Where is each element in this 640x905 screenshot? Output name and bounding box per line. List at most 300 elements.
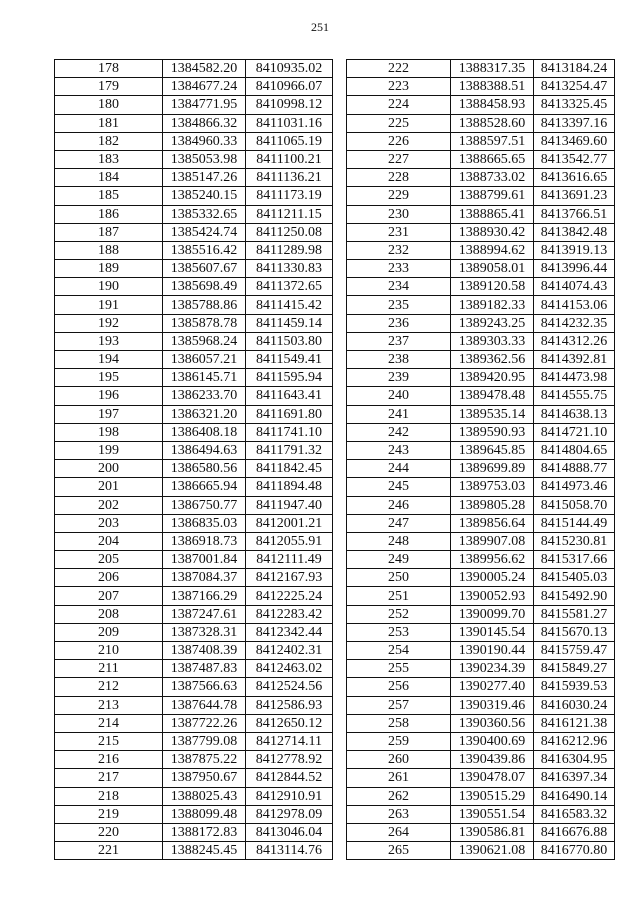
y-coordinate-cell: 8416490.14 bbox=[534, 787, 615, 805]
y-coordinate-cell: 8412283.42 bbox=[246, 605, 333, 623]
y-coordinate-cell: 8412524.56 bbox=[246, 678, 333, 696]
point-number-cell: 223 bbox=[347, 78, 451, 96]
point-number-cell: 203 bbox=[55, 514, 163, 532]
y-coordinate-cell: 8413046.04 bbox=[246, 823, 333, 841]
point-number-cell: 180 bbox=[55, 96, 163, 114]
table-row bbox=[347, 660, 615, 678]
table-row bbox=[347, 605, 615, 623]
coordinates-table-left bbox=[54, 59, 333, 860]
point-number-cell: 226 bbox=[347, 132, 451, 150]
x-coordinate-cell: 1390319.46 bbox=[451, 696, 534, 714]
y-coordinate-cell: 8411250.08 bbox=[246, 223, 333, 241]
y-coordinate-cell: 8411415.42 bbox=[246, 296, 333, 314]
y-coordinate-cell: 8410998.12 bbox=[246, 96, 333, 114]
point-number-cell: 249 bbox=[347, 551, 451, 569]
point-number-cell: 187 bbox=[55, 223, 163, 241]
table-row bbox=[347, 369, 615, 387]
table-row bbox=[55, 260, 333, 278]
y-coordinate-cell: 8413842.48 bbox=[534, 223, 615, 241]
point-number-cell: 243 bbox=[347, 441, 451, 459]
table-row bbox=[55, 441, 333, 459]
point-number-cell: 251 bbox=[347, 587, 451, 605]
point-number-cell: 184 bbox=[55, 169, 163, 187]
table-row bbox=[347, 623, 615, 641]
y-coordinate-cell: 8411791.32 bbox=[246, 441, 333, 459]
y-coordinate-cell: 8413766.51 bbox=[534, 205, 615, 223]
y-coordinate-cell: 8411503.80 bbox=[246, 332, 333, 350]
y-coordinate-cell: 8413996.44 bbox=[534, 260, 615, 278]
table-row bbox=[55, 314, 333, 332]
table-row bbox=[347, 569, 615, 587]
table-row bbox=[55, 405, 333, 423]
table-row bbox=[347, 332, 615, 350]
y-coordinate-cell: 8411947.40 bbox=[246, 496, 333, 514]
y-coordinate-cell: 8412844.52 bbox=[246, 769, 333, 787]
point-number-cell: 240 bbox=[347, 387, 451, 405]
table-row bbox=[347, 187, 615, 205]
y-coordinate-cell: 8411595.94 bbox=[246, 369, 333, 387]
table-row bbox=[55, 823, 333, 841]
point-number-cell: 233 bbox=[347, 260, 451, 278]
point-number-cell: 229 bbox=[347, 187, 451, 205]
table-row bbox=[55, 714, 333, 732]
y-coordinate-cell: 8412225.24 bbox=[246, 587, 333, 605]
y-coordinate-cell: 8412463.02 bbox=[246, 660, 333, 678]
table-row bbox=[347, 405, 615, 423]
y-coordinate-cell: 8411211.15 bbox=[246, 205, 333, 223]
x-coordinate-cell: 1388458.93 bbox=[451, 96, 534, 114]
y-coordinate-cell: 8411372.65 bbox=[246, 278, 333, 296]
x-coordinate-cell: 1386918.73 bbox=[163, 532, 246, 550]
table-row bbox=[55, 387, 333, 405]
x-coordinate-cell: 1390190.44 bbox=[451, 642, 534, 660]
x-coordinate-cell: 1384866.32 bbox=[163, 114, 246, 132]
table-row bbox=[347, 387, 615, 405]
x-coordinate-cell: 1388930.42 bbox=[451, 223, 534, 241]
y-coordinate-cell: 8414312.26 bbox=[534, 332, 615, 350]
table-row bbox=[347, 823, 615, 841]
x-coordinate-cell: 1387722.26 bbox=[163, 714, 246, 732]
x-coordinate-cell: 1390551.54 bbox=[451, 805, 534, 823]
y-coordinate-cell: 8414638.13 bbox=[534, 405, 615, 423]
y-coordinate-cell: 8412910.91 bbox=[246, 787, 333, 805]
y-coordinate-cell: 8411173.19 bbox=[246, 187, 333, 205]
table-row bbox=[347, 296, 615, 314]
point-number-cell: 234 bbox=[347, 278, 451, 296]
table-row bbox=[55, 278, 333, 296]
x-coordinate-cell: 1386057.21 bbox=[163, 351, 246, 369]
x-coordinate-cell: 1389478.48 bbox=[451, 387, 534, 405]
table-row bbox=[55, 296, 333, 314]
y-coordinate-cell: 8412402.31 bbox=[246, 642, 333, 660]
y-coordinate-cell: 8415492.90 bbox=[534, 587, 615, 605]
point-number-cell: 217 bbox=[55, 769, 163, 787]
y-coordinate-cell: 8413114.76 bbox=[246, 842, 333, 860]
point-number-cell: 192 bbox=[55, 314, 163, 332]
x-coordinate-cell: 1389120.58 bbox=[451, 278, 534, 296]
point-number-cell: 204 bbox=[55, 532, 163, 550]
point-number-cell: 241 bbox=[347, 405, 451, 423]
x-coordinate-cell: 1389590.93 bbox=[451, 423, 534, 441]
x-coordinate-cell: 1388665.65 bbox=[451, 150, 534, 168]
y-coordinate-cell: 8412167.93 bbox=[246, 569, 333, 587]
table-row bbox=[347, 150, 615, 168]
table-row bbox=[347, 114, 615, 132]
x-coordinate-cell: 1390586.81 bbox=[451, 823, 534, 841]
point-number-cell: 212 bbox=[55, 678, 163, 696]
point-number-cell: 199 bbox=[55, 441, 163, 459]
point-number-cell: 250 bbox=[347, 569, 451, 587]
y-coordinate-cell: 8415058.70 bbox=[534, 496, 615, 514]
x-coordinate-cell: 1389243.25 bbox=[451, 314, 534, 332]
table-row bbox=[55, 787, 333, 805]
table-row bbox=[55, 205, 333, 223]
x-coordinate-cell: 1389420.95 bbox=[451, 369, 534, 387]
x-coordinate-cell: 1386145.71 bbox=[163, 369, 246, 387]
x-coordinate-cell: 1387328.31 bbox=[163, 623, 246, 641]
point-number-cell: 244 bbox=[347, 460, 451, 478]
x-coordinate-cell: 1386750.77 bbox=[163, 496, 246, 514]
y-coordinate-cell: 8413325.45 bbox=[534, 96, 615, 114]
x-coordinate-cell: 1386665.94 bbox=[163, 478, 246, 496]
point-number-cell: 230 bbox=[347, 205, 451, 223]
y-coordinate-cell: 8415759.47 bbox=[534, 642, 615, 660]
point-number-cell: 248 bbox=[347, 532, 451, 550]
point-number-cell: 213 bbox=[55, 696, 163, 714]
table-row bbox=[347, 441, 615, 459]
x-coordinate-cell: 1389805.28 bbox=[451, 496, 534, 514]
x-coordinate-cell: 1389699.89 bbox=[451, 460, 534, 478]
table-row bbox=[55, 751, 333, 769]
point-number-cell: 201 bbox=[55, 478, 163, 496]
table-row bbox=[55, 623, 333, 641]
table-row bbox=[55, 460, 333, 478]
table-row bbox=[55, 842, 333, 860]
table-row bbox=[347, 551, 615, 569]
point-number-cell: 182 bbox=[55, 132, 163, 150]
x-coordinate-cell: 1387247.61 bbox=[163, 605, 246, 623]
x-coordinate-cell: 1388317.35 bbox=[451, 60, 534, 78]
x-coordinate-cell: 1387166.29 bbox=[163, 587, 246, 605]
point-number-cell: 200 bbox=[55, 460, 163, 478]
x-coordinate-cell: 1389856.64 bbox=[451, 514, 534, 532]
point-number-cell: 227 bbox=[347, 150, 451, 168]
table-row bbox=[347, 278, 615, 296]
point-number-cell: 255 bbox=[347, 660, 451, 678]
table-row bbox=[55, 114, 333, 132]
y-coordinate-cell: 8416397.34 bbox=[534, 769, 615, 787]
point-number-cell: 183 bbox=[55, 150, 163, 168]
page-number: 251 bbox=[311, 20, 329, 34]
x-coordinate-cell: 1387799.08 bbox=[163, 732, 246, 750]
table-row bbox=[55, 769, 333, 787]
table-row bbox=[55, 351, 333, 369]
table-row bbox=[55, 332, 333, 350]
point-number-cell: 214 bbox=[55, 714, 163, 732]
table-row bbox=[55, 223, 333, 241]
x-coordinate-cell: 1384677.24 bbox=[163, 78, 246, 96]
point-number-cell: 206 bbox=[55, 569, 163, 587]
point-number-cell: 202 bbox=[55, 496, 163, 514]
point-number-cell: 196 bbox=[55, 387, 163, 405]
x-coordinate-cell: 1388528.60 bbox=[451, 114, 534, 132]
table-row bbox=[347, 60, 615, 78]
y-coordinate-cell: 8416212.96 bbox=[534, 732, 615, 750]
y-coordinate-cell: 8414153.06 bbox=[534, 296, 615, 314]
y-coordinate-cell: 8412055.91 bbox=[246, 532, 333, 550]
table-row bbox=[55, 569, 333, 587]
table-row bbox=[55, 678, 333, 696]
y-coordinate-cell: 8413542.77 bbox=[534, 150, 615, 168]
table-row bbox=[55, 132, 333, 150]
x-coordinate-cell: 1389645.85 bbox=[451, 441, 534, 459]
point-number-cell: 215 bbox=[55, 732, 163, 750]
y-coordinate-cell: 8413616.65 bbox=[534, 169, 615, 187]
table-row bbox=[55, 696, 333, 714]
x-coordinate-cell: 1387875.22 bbox=[163, 751, 246, 769]
y-coordinate-cell: 8411691.80 bbox=[246, 405, 333, 423]
table-row bbox=[55, 187, 333, 205]
x-coordinate-cell: 1390099.70 bbox=[451, 605, 534, 623]
y-coordinate-cell: 8415405.03 bbox=[534, 569, 615, 587]
x-coordinate-cell: 1388733.02 bbox=[451, 169, 534, 187]
table-row bbox=[55, 660, 333, 678]
table-row bbox=[347, 514, 615, 532]
x-coordinate-cell: 1390478.07 bbox=[451, 769, 534, 787]
y-coordinate-cell: 8416121.38 bbox=[534, 714, 615, 732]
table-row bbox=[347, 587, 615, 605]
x-coordinate-cell: 1387950.67 bbox=[163, 769, 246, 787]
y-coordinate-cell: 8412111.49 bbox=[246, 551, 333, 569]
y-coordinate-cell: 8411643.41 bbox=[246, 387, 333, 405]
x-coordinate-cell: 1390400.69 bbox=[451, 732, 534, 750]
point-number-cell: 235 bbox=[347, 296, 451, 314]
x-coordinate-cell: 1390052.93 bbox=[451, 587, 534, 605]
table-row bbox=[55, 551, 333, 569]
table-row bbox=[347, 96, 615, 114]
x-coordinate-cell: 1387566.63 bbox=[163, 678, 246, 696]
point-number-cell: 189 bbox=[55, 260, 163, 278]
x-coordinate-cell: 1385968.24 bbox=[163, 332, 246, 350]
point-number-cell: 191 bbox=[55, 296, 163, 314]
x-coordinate-cell: 1385607.67 bbox=[163, 260, 246, 278]
point-number-cell: 261 bbox=[347, 769, 451, 787]
x-coordinate-cell: 1385147.26 bbox=[163, 169, 246, 187]
table-row bbox=[55, 78, 333, 96]
y-coordinate-cell: 8415939.53 bbox=[534, 678, 615, 696]
point-number-cell: 257 bbox=[347, 696, 451, 714]
point-number-cell: 219 bbox=[55, 805, 163, 823]
y-coordinate-cell: 8413397.16 bbox=[534, 114, 615, 132]
x-coordinate-cell: 1388172.83 bbox=[163, 823, 246, 841]
table-row bbox=[347, 423, 615, 441]
y-coordinate-cell: 8414973.46 bbox=[534, 478, 615, 496]
point-number-cell: 260 bbox=[347, 751, 451, 769]
point-number-cell: 224 bbox=[347, 96, 451, 114]
x-coordinate-cell: 1389535.14 bbox=[451, 405, 534, 423]
y-coordinate-cell: 8415849.27 bbox=[534, 660, 615, 678]
y-coordinate-cell: 8410935.02 bbox=[246, 60, 333, 78]
point-number-cell: 198 bbox=[55, 423, 163, 441]
x-coordinate-cell: 1390145.54 bbox=[451, 623, 534, 641]
x-coordinate-cell: 1386494.63 bbox=[163, 441, 246, 459]
y-coordinate-cell: 8412586.93 bbox=[246, 696, 333, 714]
coordinates-table-right bbox=[346, 59, 615, 860]
point-number-cell: 205 bbox=[55, 551, 163, 569]
point-number-cell: 256 bbox=[347, 678, 451, 696]
y-coordinate-cell: 8411065.19 bbox=[246, 132, 333, 150]
y-coordinate-cell: 8413184.24 bbox=[534, 60, 615, 78]
x-coordinate-cell: 1385516.42 bbox=[163, 241, 246, 259]
table-row bbox=[55, 169, 333, 187]
point-number-cell: 258 bbox=[347, 714, 451, 732]
point-number-cell: 262 bbox=[347, 787, 451, 805]
point-number-cell: 236 bbox=[347, 314, 451, 332]
point-number-cell: 210 bbox=[55, 642, 163, 660]
x-coordinate-cell: 1388388.51 bbox=[451, 78, 534, 96]
x-coordinate-cell: 1385788.86 bbox=[163, 296, 246, 314]
point-number-cell: 190 bbox=[55, 278, 163, 296]
table-row bbox=[347, 241, 615, 259]
x-coordinate-cell: 1390234.39 bbox=[451, 660, 534, 678]
y-coordinate-cell: 8412714.11 bbox=[246, 732, 333, 750]
point-number-cell: 220 bbox=[55, 823, 163, 841]
point-number-cell: 232 bbox=[347, 241, 451, 259]
x-coordinate-cell: 1385240.15 bbox=[163, 187, 246, 205]
table-row bbox=[55, 642, 333, 660]
table-row bbox=[55, 369, 333, 387]
y-coordinate-cell: 8411289.98 bbox=[246, 241, 333, 259]
x-coordinate-cell: 1386408.18 bbox=[163, 423, 246, 441]
table-row bbox=[347, 169, 615, 187]
x-coordinate-cell: 1389907.08 bbox=[451, 532, 534, 550]
y-coordinate-cell: 8416304.95 bbox=[534, 751, 615, 769]
y-coordinate-cell: 8410966.07 bbox=[246, 78, 333, 96]
point-number-cell: 195 bbox=[55, 369, 163, 387]
y-coordinate-cell: 8412978.09 bbox=[246, 805, 333, 823]
y-coordinate-cell: 8416676.88 bbox=[534, 823, 615, 841]
y-coordinate-cell: 8415581.27 bbox=[534, 605, 615, 623]
y-coordinate-cell: 8414555.75 bbox=[534, 387, 615, 405]
point-number-cell: 209 bbox=[55, 623, 163, 641]
y-coordinate-cell: 8414074.43 bbox=[534, 278, 615, 296]
table-row bbox=[347, 532, 615, 550]
table-row bbox=[347, 260, 615, 278]
table-row bbox=[347, 314, 615, 332]
point-number-cell: 181 bbox=[55, 114, 163, 132]
y-coordinate-cell: 8416583.32 bbox=[534, 805, 615, 823]
point-number-cell: 186 bbox=[55, 205, 163, 223]
point-number-cell: 221 bbox=[55, 842, 163, 860]
point-number-cell: 237 bbox=[347, 332, 451, 350]
x-coordinate-cell: 1389362.56 bbox=[451, 351, 534, 369]
table-row bbox=[55, 732, 333, 750]
y-coordinate-cell: 8411330.83 bbox=[246, 260, 333, 278]
y-coordinate-cell: 8411459.14 bbox=[246, 314, 333, 332]
table-row bbox=[347, 351, 615, 369]
point-number-cell: 263 bbox=[347, 805, 451, 823]
x-coordinate-cell: 1390005.24 bbox=[451, 569, 534, 587]
point-number-cell: 239 bbox=[347, 369, 451, 387]
table-row bbox=[55, 514, 333, 532]
x-coordinate-cell: 1384582.20 bbox=[163, 60, 246, 78]
point-number-cell: 218 bbox=[55, 787, 163, 805]
x-coordinate-cell: 1387084.37 bbox=[163, 569, 246, 587]
point-number-cell: 253 bbox=[347, 623, 451, 641]
y-coordinate-cell: 8413254.47 bbox=[534, 78, 615, 96]
point-number-cell: 207 bbox=[55, 587, 163, 605]
y-coordinate-cell: 8414721.10 bbox=[534, 423, 615, 441]
y-coordinate-cell: 8411549.41 bbox=[246, 351, 333, 369]
table-row bbox=[55, 605, 333, 623]
x-coordinate-cell: 1386580.56 bbox=[163, 460, 246, 478]
point-number-cell: 264 bbox=[347, 823, 451, 841]
x-coordinate-cell: 1390515.29 bbox=[451, 787, 534, 805]
table-row bbox=[347, 696, 615, 714]
x-coordinate-cell: 1388099.48 bbox=[163, 805, 246, 823]
table-row bbox=[347, 205, 615, 223]
table-row bbox=[55, 496, 333, 514]
table-row bbox=[55, 423, 333, 441]
y-coordinate-cell: 8412650.12 bbox=[246, 714, 333, 732]
x-coordinate-cell: 1385424.74 bbox=[163, 223, 246, 241]
x-coordinate-cell: 1385053.98 bbox=[163, 150, 246, 168]
x-coordinate-cell: 1387408.39 bbox=[163, 642, 246, 660]
point-number-cell: 265 bbox=[347, 842, 451, 860]
x-coordinate-cell: 1387487.83 bbox=[163, 660, 246, 678]
table-row bbox=[347, 732, 615, 750]
table-row bbox=[347, 678, 615, 696]
table-row bbox=[347, 223, 615, 241]
point-number-cell: 225 bbox=[347, 114, 451, 132]
x-coordinate-cell: 1388799.61 bbox=[451, 187, 534, 205]
point-number-cell: 216 bbox=[55, 751, 163, 769]
y-coordinate-cell: 8413469.60 bbox=[534, 132, 615, 150]
y-coordinate-cell: 8416030.24 bbox=[534, 696, 615, 714]
x-coordinate-cell: 1389753.03 bbox=[451, 478, 534, 496]
x-coordinate-cell: 1390439.86 bbox=[451, 751, 534, 769]
x-coordinate-cell: 1385698.49 bbox=[163, 278, 246, 296]
x-coordinate-cell: 1388597.51 bbox=[451, 132, 534, 150]
point-number-cell: 228 bbox=[347, 169, 451, 187]
x-coordinate-cell: 1385878.78 bbox=[163, 314, 246, 332]
y-coordinate-cell: 8411894.48 bbox=[246, 478, 333, 496]
y-coordinate-cell: 8413919.13 bbox=[534, 241, 615, 259]
x-coordinate-cell: 1388865.41 bbox=[451, 205, 534, 223]
point-number-cell: 247 bbox=[347, 514, 451, 532]
y-coordinate-cell: 8416770.80 bbox=[534, 842, 615, 860]
table-row bbox=[347, 478, 615, 496]
y-coordinate-cell: 8411031.16 bbox=[246, 114, 333, 132]
point-number-cell: 194 bbox=[55, 351, 163, 369]
x-coordinate-cell: 1386835.03 bbox=[163, 514, 246, 532]
point-number-cell: 188 bbox=[55, 241, 163, 259]
x-coordinate-cell: 1389058.01 bbox=[451, 260, 534, 278]
y-coordinate-cell: 8411741.10 bbox=[246, 423, 333, 441]
table-row bbox=[55, 241, 333, 259]
x-coordinate-cell: 1387644.78 bbox=[163, 696, 246, 714]
table-row bbox=[347, 642, 615, 660]
table-row bbox=[55, 60, 333, 78]
x-coordinate-cell: 1385332.65 bbox=[163, 205, 246, 223]
point-number-cell: 231 bbox=[347, 223, 451, 241]
x-coordinate-cell: 1388025.43 bbox=[163, 787, 246, 805]
x-coordinate-cell: 1387001.84 bbox=[163, 551, 246, 569]
y-coordinate-cell: 8411100.21 bbox=[246, 150, 333, 168]
y-coordinate-cell: 8414804.65 bbox=[534, 441, 615, 459]
point-number-cell: 211 bbox=[55, 660, 163, 678]
point-number-cell: 208 bbox=[55, 605, 163, 623]
